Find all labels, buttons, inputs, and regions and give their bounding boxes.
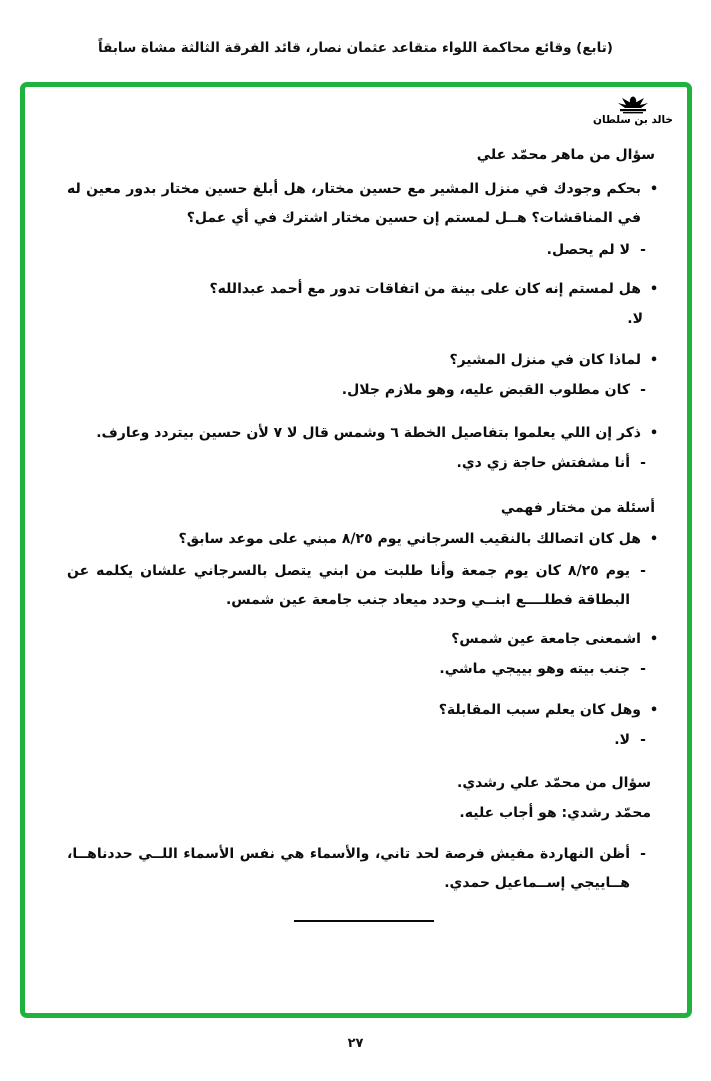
answer-item xyxy=(67,840,661,898)
dash-icon: - xyxy=(640,846,646,862)
question-text: لماذا كان في منزل المشير؟ xyxy=(449,352,641,368)
bullet-icon: • xyxy=(649,426,659,441)
bullet-icon: • xyxy=(649,282,659,297)
question-text: ذكر إن اللي يعلموا بتفاصيل الخطة ٦ وشمس قال لا ٧ لأن حسين بيتردد وعارف. xyxy=(96,425,641,441)
answer-item xyxy=(67,726,661,755)
speaker-line: سؤال من محمّد علي رشدي. xyxy=(457,775,651,791)
question-item xyxy=(67,419,661,448)
answer-text: لا. xyxy=(614,732,630,748)
question-item xyxy=(67,625,661,654)
answer-text: جنب بيته وهو بييجي ماشي. xyxy=(439,661,630,677)
answer-text: يوم ٨/٢٥ كان يوم جمعة وأنا طلبت من ابني يتصل بالسرجاني علشان يكلمه عن البطاقة فطلــــع ابنــي وحدد ميعاد جنب جامعة عين شمس. xyxy=(67,563,630,608)
answer-text: كان مطلوب القبض عليه، وهو ملازم جلال. xyxy=(341,382,630,398)
bullet-icon: • xyxy=(649,632,659,647)
answer-item xyxy=(67,557,661,615)
question-text: وهل كان يعلم سبب المقابلة؟ xyxy=(438,702,641,718)
section-heading: سؤال من ماهر محمّد علي xyxy=(476,147,655,163)
question-text: هل كان اتصالك بالنقيب السرجاني يوم ٨/٢٥ مبني على موعد سابق؟ xyxy=(178,531,641,547)
publisher-stamp xyxy=(591,95,675,126)
question-item xyxy=(67,696,661,725)
answer-text: أنا مشفتش حاجة زي دي. xyxy=(456,455,630,471)
page-number: ٢٧ xyxy=(347,1036,364,1051)
answer-text: لا. xyxy=(627,311,643,327)
dash-icon: - xyxy=(640,382,646,398)
answer-item xyxy=(67,655,661,684)
dash-icon: - xyxy=(640,661,646,677)
dash-icon: - xyxy=(640,242,646,258)
section-heading: أسئلة من مختار فهمي xyxy=(500,500,655,516)
question-text: اشمعنى جامعة عين شمس؟ xyxy=(451,631,641,647)
answer-text: لا لم يحصل. xyxy=(546,242,630,258)
question-item xyxy=(67,346,661,375)
question-item xyxy=(67,175,661,233)
page-header: (تابع) وقائع محاكمة اللواء متقاعد عثمان نصار، قائد الفرقة الثالثة مشاة سابقاً xyxy=(98,40,613,56)
answer-item xyxy=(67,236,661,265)
speaker-line: محمّد رشدي: هو أجاب عليه. xyxy=(459,805,651,821)
document-body xyxy=(25,87,687,922)
section-divider xyxy=(294,920,434,922)
bullet-icon: • xyxy=(649,353,659,368)
stamp-title: خالد بن سلطان xyxy=(593,114,673,126)
question-item xyxy=(67,275,661,304)
bullet-icon: • xyxy=(649,703,659,718)
question-item xyxy=(67,525,661,554)
dash-icon: - xyxy=(640,455,646,471)
dash-icon: - xyxy=(640,563,646,579)
bullet-icon: • xyxy=(649,182,659,197)
question-text: هل لمستم إنه كان على بينة من اتفاقات تدور مع أحمد عبدالله؟ xyxy=(209,281,641,297)
content-frame xyxy=(20,82,692,1018)
answer-item xyxy=(67,449,661,478)
bullet-icon: • xyxy=(649,532,659,547)
dash-icon: - xyxy=(640,732,646,748)
crest-eagle-icon xyxy=(613,95,653,115)
question-text: بحكم وجودك في منزل المشير مع حسين مختار، هل أبلغ حسين مختار بدور معين له في المناقشات؟ هــل لمستم إن حسين مختار اشترك في أي عمل؟ xyxy=(67,181,641,226)
answer-item xyxy=(67,376,661,405)
answer-text: أظن النهاردة مفيش فرصة لحد تاني، والأسماء هي نفس الأسماء اللــي حددناهــا، هــاييجي إســماعيل حمدي. xyxy=(67,846,630,891)
